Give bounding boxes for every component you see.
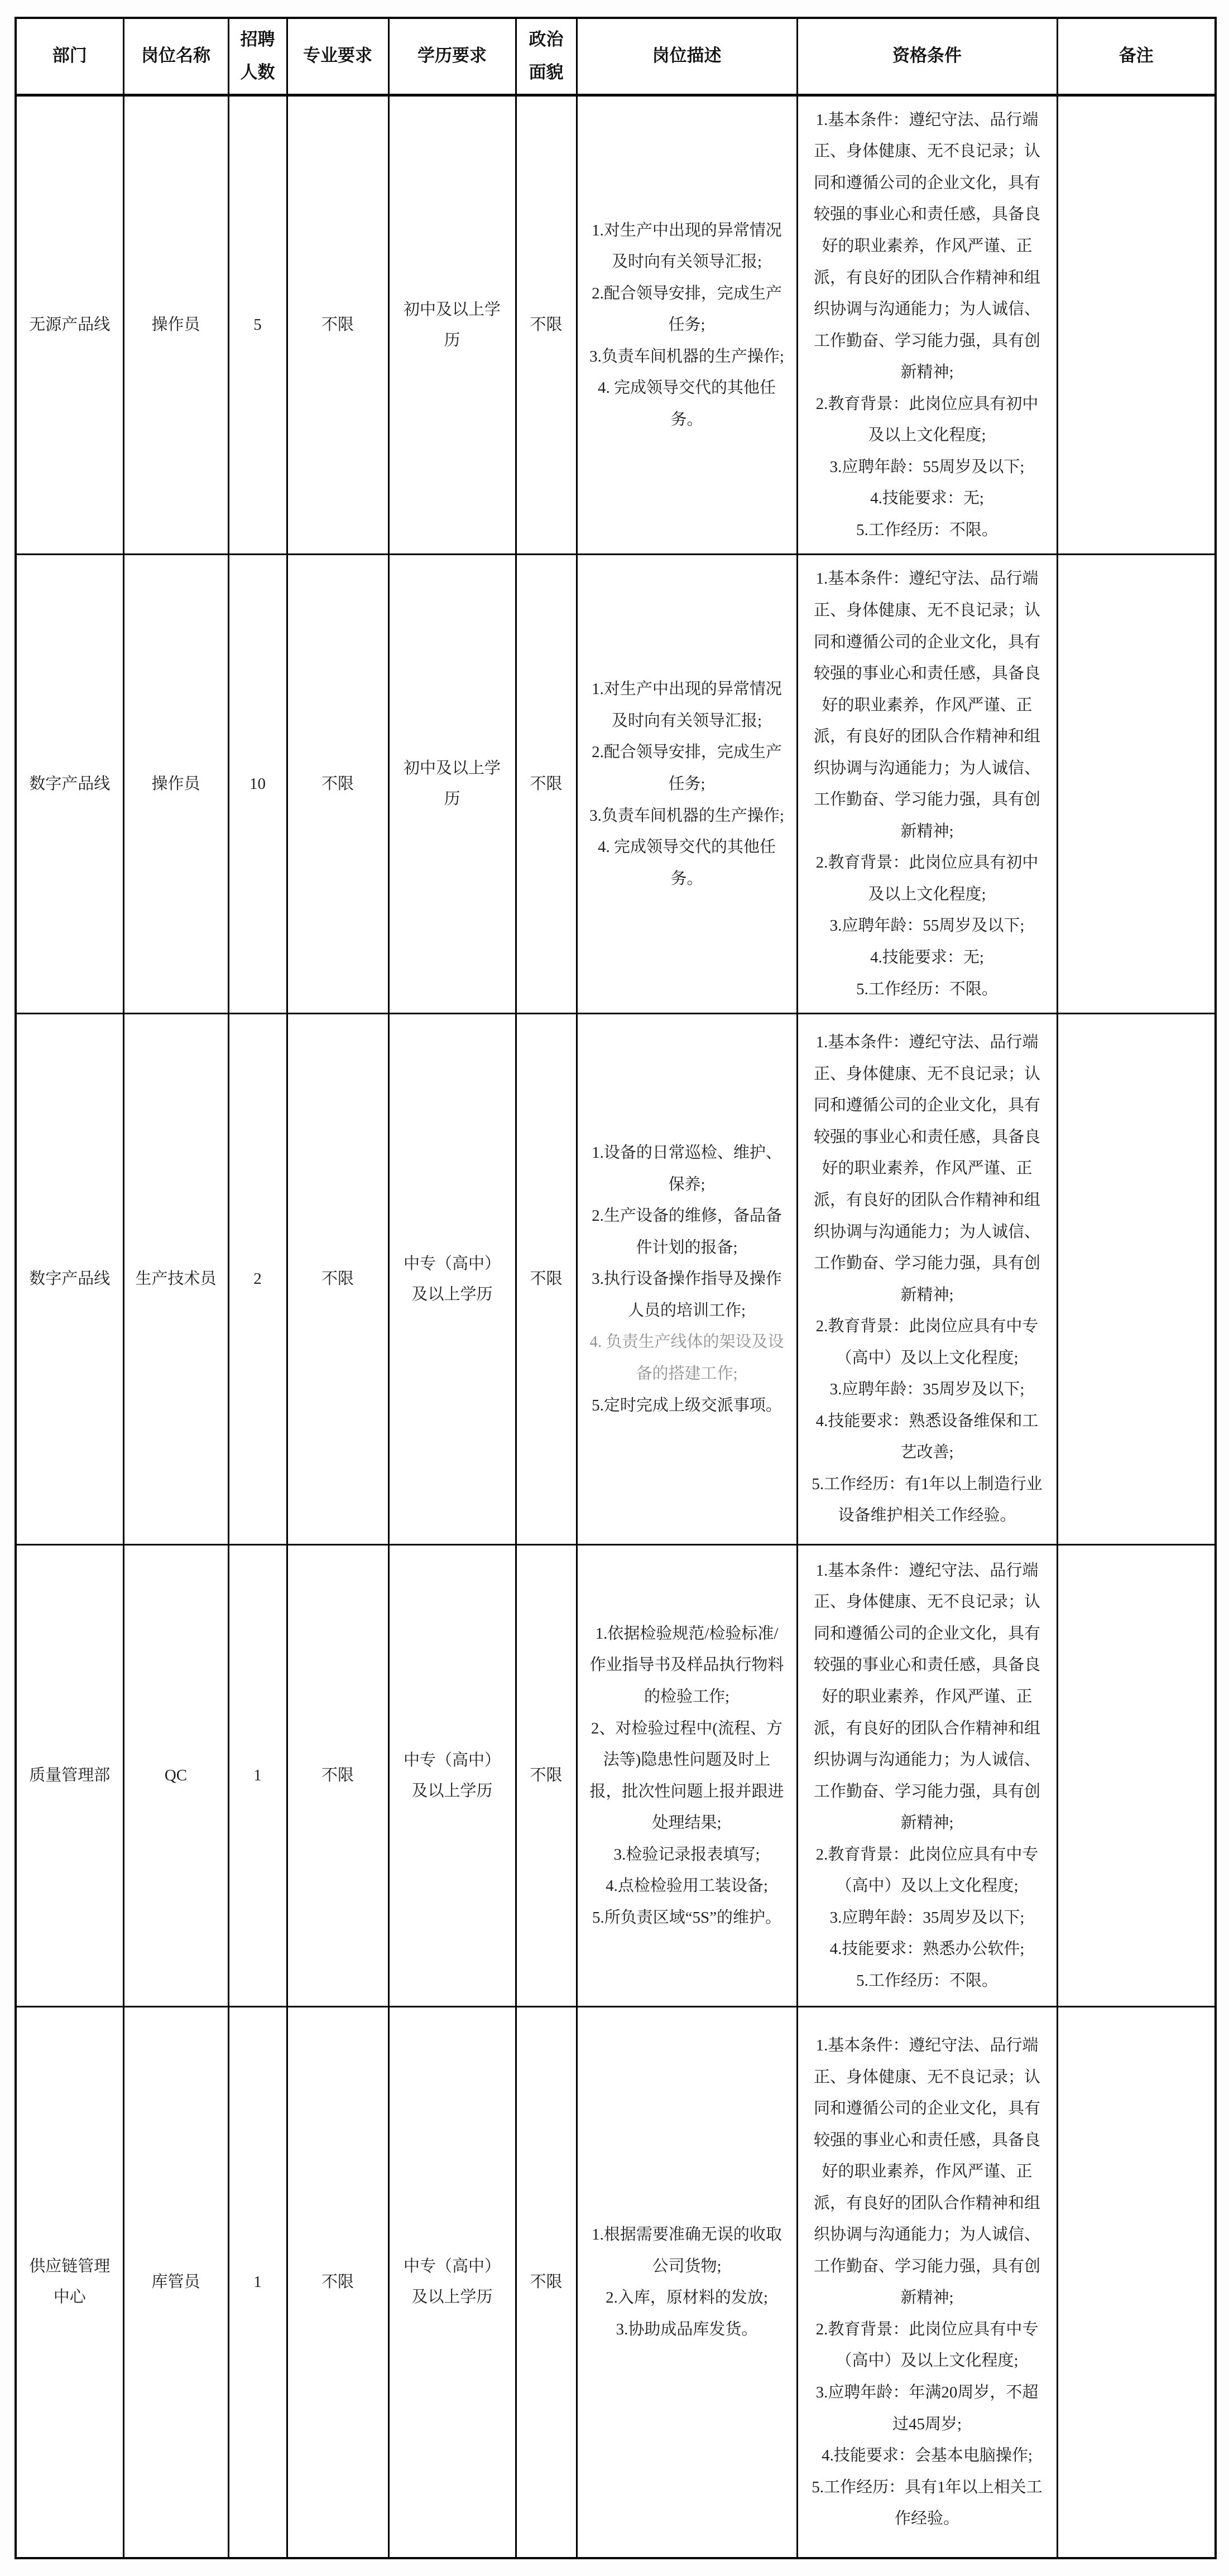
table-row <box>16 2007 1216 2558</box>
list-item: 1.基本条件：遵纪守法、品行端正、身体健康、无不良记录；认同和遵循公司的企业文化，具有较强的事业心和责任感，具备良好的职业素养，作风严谨、正派，有良好的团队合作精神和组织协调与沟通能力；为人诚信、工作勤奋、学习能力强，具有创新精神; <box>813 1033 1040 1304</box>
cell-political: 不限 <box>516 1014 577 1545</box>
list-item: 3.负责车间机器的生产操作; <box>589 347 784 365</box>
list-item: 1.基本条件：遵纪守法、品行端正、身体健康、无不良记录；认同和遵循公司的企业文化，具有较强的事业心和责任感，具备良好的职业素养，作风严谨、正派，有良好的团队合作精神和组织协调与沟通能力；为人诚信、工作勤奋、学习能力强，具有创新精神; <box>813 1561 1040 1832</box>
list-item: 1.基本条件：遵纪守法、品行端正、身体健康、无不良记录；认同和遵循公司的企业文化，具有较强的事业心和责任感，具备良好的职业素养，作风严谨、正派，有良好的团队合作精神和组织协调与沟通能力；为人诚信、工作勤奋、学习能力强，具有创新精神; <box>813 110 1040 382</box>
cell-qualifications <box>797 2007 1057 2558</box>
list-item: 4.技能要求：熟悉办公软件; <box>829 1940 1025 1958</box>
cell-headcount: 10 <box>228 555 287 1014</box>
column-header-4: 学历要求 <box>388 18 516 95</box>
list-item: 4.技能要求：无; <box>870 489 984 508</box>
list-item: 2.教育背景：此岗位应具有中专（高中）及以上文化程度; <box>815 2320 1039 2370</box>
list-item: 2.生产设备的维修，备品备件计划的报备; <box>592 1207 782 1256</box>
list-item: 3.执行设备操作指导及操作人员的培训工作; <box>592 1270 782 1320</box>
cell-education: 中专（高中）及以上学历 <box>388 1545 516 2007</box>
list-item: 2.教育背景：此岗位应具有初中及以上文化程度; <box>815 394 1039 445</box>
list-item: 4.点检检验用工装设备; <box>606 1877 768 1895</box>
column-header-7: 资格条件 <box>797 18 1057 95</box>
list-item: 5.所负责区域“5S”的维护。 <box>592 1908 782 1927</box>
table-row <box>16 95 1216 555</box>
cell-political: 不限 <box>516 95 577 555</box>
cell-remark <box>1057 1014 1216 1545</box>
cell-department: 供应链管理中心 <box>16 2007 123 2558</box>
cell-headcount: 5 <box>228 95 287 555</box>
list-item: 1.基本条件：遵纪守法、品行端正、身体健康、无不良记录；认同和遵循公司的企业文化，具有较强的事业心和责任感，具备良好的职业素养，作风严谨、正派，有良好的团队合作精神和组织协调与沟通能力；为人诚信、工作勤奋、学习能力强，具有创新精神; <box>813 570 1040 840</box>
list-item: 4.技能要求：无; <box>870 948 984 966</box>
column-header-0: 部门 <box>16 18 123 95</box>
list-item: 1.依据检验规范/检验标准/作业指导书及样品执行物料的检验工作; <box>589 1624 784 1706</box>
list-item: 3.应聘年龄：55周岁及以下; <box>829 917 1025 935</box>
column-header-6: 岗位描述 <box>577 18 797 95</box>
cell-major: 不限 <box>287 1014 388 1545</box>
cell-education: 初中及以上学历 <box>388 555 516 1014</box>
cell-position: 库管员 <box>123 2007 228 2558</box>
cell-duties <box>577 2007 797 2558</box>
cell-education: 中专（高中）及以上学历 <box>388 2007 516 2558</box>
list-item: 1.对生产中出现的异常情况及时向有关领导汇报; <box>592 221 782 271</box>
cell-duties <box>577 95 797 555</box>
list-item: 2.入库，原材料的发放; <box>606 2289 768 2307</box>
cell-major: 不限 <box>287 2007 388 2558</box>
cell-political: 不限 <box>516 2007 577 2558</box>
list-item: 1.对生产中出现的异常情况及时向有关领导汇报; <box>592 680 782 730</box>
cell-qualifications <box>797 1545 1057 2007</box>
cell-headcount: 1 <box>228 2007 287 2558</box>
list-item: 2.配合领导安排，完成生产任务; <box>592 743 782 793</box>
list-item: 3.应聘年龄：35周岁及以下; <box>829 1908 1025 1927</box>
cell-remark <box>1057 2007 1216 2558</box>
cell-major: 不限 <box>287 95 388 555</box>
cell-remark <box>1057 555 1216 1014</box>
list-item: 1.基本条件：遵纪守法、品行端正、身体健康、无不良记录；认同和遵循公司的企业文化，具有较强的事业心和责任感，具备良好的职业素养，作风严谨、正派，有良好的团队合作精神和组织协调与沟通能力；为人诚信、工作勤奋、学习能力强，具有创新精神; <box>813 2036 1040 2307</box>
cell-department: 数字产品线 <box>16 555 123 1014</box>
cell-qualifications <box>797 555 1057 1014</box>
cell-department: 数字产品线 <box>16 1014 123 1545</box>
list-item: 5.工作经历：不限。 <box>856 521 998 539</box>
cell-department: 质量管理部 <box>16 1545 123 2007</box>
cell-duties <box>577 555 797 1014</box>
column-header-8: 备注 <box>1057 18 1216 95</box>
column-header-2: 招聘人数 <box>228 18 287 95</box>
list-item: 5.工作经历：不限。 <box>856 1971 998 1990</box>
cell-remark <box>1057 1545 1216 2007</box>
cell-position: 生产技术员 <box>123 1014 228 1545</box>
recruitment-table <box>15 17 1217 2559</box>
cell-duties <box>577 1545 797 2007</box>
cell-education: 初中及以上学历 <box>388 95 516 555</box>
list-item: 5.定时完成上级交派事项。 <box>592 1396 782 1414</box>
list-item: 3.应聘年龄：年满20周岁，不超过45周岁; <box>815 2383 1039 2433</box>
cell-education: 中专（高中）及以上学历 <box>388 1014 516 1545</box>
table-row <box>16 1545 1216 2007</box>
list-item: 3.负责车间机器的生产操作; <box>589 806 784 825</box>
cell-political: 不限 <box>516 1545 577 2007</box>
list-item: 4.技能要求：会基本电脑操作; <box>822 2447 1033 2465</box>
column-header-5: 政治面貌 <box>516 18 577 95</box>
table-row <box>16 1014 1216 1545</box>
list-item: 2.教育背景：此岗位应具有中专（高中）及以上文化程度; <box>815 1317 1039 1367</box>
list-item: 2.配合领导安排，完成生产任务; <box>592 284 782 334</box>
list-item: 5.工作经历：不限。 <box>856 980 998 998</box>
table-row <box>16 555 1216 1014</box>
cell-major: 不限 <box>287 1545 388 2007</box>
cell-position: 操作员 <box>123 95 228 555</box>
cell-qualifications <box>797 1014 1057 1545</box>
list-item: 2、对检验过程中(流程、方法等)隐患性问题及时上报，批次性问题上报并跟进处理结果; <box>589 1719 784 1832</box>
column-header-1: 岗位名称 <box>123 18 228 95</box>
cell-headcount: 1 <box>228 1545 287 2007</box>
list-item: 4. 完成领导交代的其他任务。 <box>597 838 776 888</box>
list-item: 5.工作经历：具有1年以上相关工作经验。 <box>812 2478 1043 2528</box>
cell-qualifications <box>797 95 1057 555</box>
cell-position: QC <box>123 1545 228 2007</box>
column-header-3: 专业要求 <box>287 18 388 95</box>
list-item: 3.协助成品库发货。 <box>616 2320 758 2338</box>
list-item: 3.应聘年龄：35周岁及以下; <box>829 1380 1025 1399</box>
cell-duties <box>577 1014 797 1545</box>
list-item: 1.设备的日常巡检、维护、保养; <box>592 1144 782 1193</box>
list-item: 3.检验记录报表填写; <box>613 1845 760 1864</box>
cell-political: 不限 <box>516 555 577 1014</box>
list-item: 4. 完成领导交代的其他任务。 <box>597 379 776 428</box>
list-item: 4.技能要求：熟悉设备维保和工艺改善; <box>815 1412 1039 1462</box>
cell-department: 无源产品线 <box>16 95 123 555</box>
list-item: 1.根据需要准确无误的收取公司货物; <box>592 2226 782 2275</box>
list-item: 4. 负责生产线体的架设及设备的搭建工作; <box>589 1333 784 1383</box>
cell-remark <box>1057 95 1216 555</box>
cell-headcount: 2 <box>228 1014 287 1545</box>
list-item: 5.工作经历：有1年以上制造行业设备维护相关工作经验。 <box>812 1475 1043 1525</box>
list-item: 2.教育背景：此岗位应具有中专（高中）及以上文化程度; <box>815 1845 1039 1895</box>
list-item: 2.教育背景：此岗位应具有初中及以上文化程度; <box>815 854 1039 903</box>
cell-position: 操作员 <box>123 555 228 1014</box>
cell-major: 不限 <box>287 555 388 1014</box>
header-row <box>16 18 1216 95</box>
list-item: 3.应聘年龄：55周岁及以下; <box>829 458 1025 476</box>
